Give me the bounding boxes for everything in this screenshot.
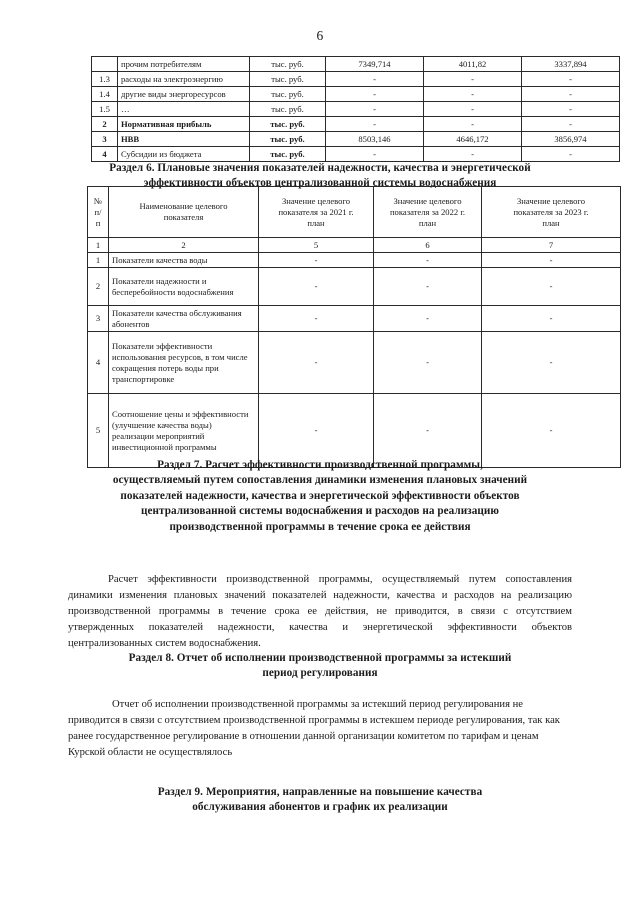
heading-7-line-5: производственной программы в течение срока ее действия — [169, 520, 471, 533]
table-row — [88, 268, 621, 306]
row-unit: тыс. руб. — [250, 57, 326, 72]
row-value-2021: 8503,146 — [326, 132, 424, 147]
row-number: 1 — [88, 253, 109, 268]
heading-6-line-1: Раздел 6. Плановые значения показателей надежности, качества и энергетической — [109, 162, 531, 174]
table-row — [88, 253, 621, 268]
table-row — [92, 102, 620, 117]
row-value-2021: - — [326, 102, 424, 117]
row-number: 4 — [92, 147, 118, 162]
row-number: 4 — [88, 332, 109, 394]
row-number: 1.4 — [92, 87, 118, 102]
row-value-2021: - — [259, 332, 374, 394]
header-name-line1: Наименование целевого — [139, 201, 228, 211]
header-2022-line2: показателя за 2022 г. — [389, 206, 466, 217]
row-unit: тыс. руб. — [250, 102, 326, 117]
heading-8-line-1: Раздел 8. Отчет об исполнении производственной программы за истекший — [128, 652, 512, 664]
row-unit: тыс. руб. — [250, 132, 326, 147]
row-value-2021: - — [259, 253, 374, 268]
header-2023-line1: Значение целевого — [516, 195, 586, 206]
table-row — [92, 132, 620, 147]
header-name-line2: показателя — [163, 212, 204, 222]
cost-table-continuation — [91, 56, 620, 162]
row-number: 1.5 — [92, 102, 118, 117]
row-value-2022: 4646,172 — [424, 132, 522, 147]
row-value-2022: - — [424, 147, 522, 162]
row-unit: тыс. руб. — [250, 87, 326, 102]
row-value-2021: - — [326, 87, 424, 102]
row-value-2022: - — [374, 332, 482, 394]
colnum-2: 2 — [109, 238, 259, 253]
row-value-2022: 4011,82 — [424, 57, 522, 72]
paragraph-section-8: Отчет об исполнении производственной программы за истекший период регулирования не приводится в связи с отсутствием производственной программы в истекшем периоде регулирования, так как ранее государственное регулирование в отношении данной организации комитетом по тарифам и ценам Курской области не осуществлялось — [68, 699, 560, 759]
heading-9-line-1: Раздел 9. Мероприятия, направленные на повышение качества — [157, 786, 483, 798]
heading-9-line-2: обслуживания абонентов и график их реализации — [192, 801, 448, 814]
row-value-2021: 7349,714 — [326, 57, 424, 72]
heading-7-line-1: Раздел 7. Расчет эффективности производственной программы, — [157, 459, 483, 471]
header-num-line1: № — [93, 195, 103, 206]
row-value-2021: - — [326, 117, 424, 132]
row-name: Субсидии из бюджета — [118, 147, 250, 162]
colnum-3: 5 — [259, 238, 374, 253]
page-number: 6 — [316, 28, 324, 43]
table-row — [92, 117, 620, 132]
row-name: НВВ — [118, 132, 250, 147]
header-2021-line3: план — [307, 217, 325, 228]
heading-7-line-4: централизованной системы водоснабжения и расходов на реализацию — [141, 505, 499, 518]
row-value-2023: - — [482, 332, 621, 394]
heading-7-line-2: осуществляемый путем сопоставления динамики изменения плановых значений — [112, 474, 528, 487]
colnum-5: 7 — [482, 238, 621, 253]
row-value-2023: - — [482, 268, 621, 306]
heading-8-line-2: период регулирования — [262, 667, 378, 680]
section-heading-7 — [54, 458, 586, 535]
colnum-4: 6 — [374, 238, 482, 253]
row-value-2021: - — [259, 306, 374, 332]
row-name: Показатели качества воды — [109, 253, 259, 268]
header-cell-2023 — [482, 187, 621, 238]
header-2021-line1: Значение целевого — [281, 195, 351, 206]
paragraph-section-7: Расчет эффективности производственной программы, осуществляемый путем сопоставления динамики изменения плановых значений показателей надежности, качества и расходов на реализацию производственной программы в течение срока ее действия, не приводится, в связи с отсутствием утвержденных показателей надежности, качества и энергетической эффективности объектов централизованных систем водоснабжения. — [68, 574, 572, 650]
row-value-2021: - — [326, 147, 424, 162]
row-name: расходы на электроэнергию — [118, 72, 250, 87]
table-row — [92, 147, 620, 162]
row-value-2023: - — [482, 306, 621, 332]
header-2022-line3: план — [418, 217, 437, 228]
section-heading-9 — [84, 785, 556, 816]
row-value-2022: - — [424, 87, 522, 102]
table-row — [92, 72, 620, 87]
row-value-2023: - — [522, 87, 620, 102]
heading-6-line-2: эффективности объектов централизованной системы водоснабжения — [143, 177, 497, 190]
row-value-2023: 3337,894 — [522, 57, 620, 72]
table-two — [87, 186, 621, 468]
row-value-2022: - — [374, 394, 482, 468]
row-value-2023: - — [522, 72, 620, 87]
row-number — [92, 57, 118, 72]
row-value-2022: - — [374, 253, 482, 268]
row-name: прочим потребителям — [118, 57, 250, 72]
row-value-2023: - — [522, 147, 620, 162]
row-name: Показатели надежности и бесперебойности водоснабжения — [109, 268, 259, 306]
header-cell-2022 — [374, 187, 482, 238]
row-unit: тыс. руб. — [250, 72, 326, 87]
table-header-row — [88, 187, 621, 238]
row-number: 3 — [88, 306, 109, 332]
header-cell-number — [88, 187, 109, 238]
row-value-2021: - — [326, 72, 424, 87]
row-number: 1.3 — [92, 72, 118, 87]
row-value-2022: - — [374, 306, 482, 332]
heading-7-line-3: показателей надежности, качества и энергетической эффективности объектов — [120, 489, 520, 502]
row-value-2021: - — [259, 268, 374, 306]
row-value-2022: - — [424, 72, 522, 87]
header-2021-line2: показателя за 2021 г. — [278, 206, 354, 217]
row-value-2021: - — [259, 394, 374, 468]
row-number: 3 — [92, 132, 118, 147]
colnum-1: 1 — [88, 238, 109, 253]
header-2023-line2: показателя за 2023 г. — [513, 206, 589, 217]
row-name: Показатели эффективности использования ресурсов, в том числе сокращения потерь воды при транспортировке — [109, 332, 259, 394]
table-row — [88, 332, 621, 394]
row-name: Соотношение цены и эффективности (улучшение качества воды) реализации мероприятий инвестиционной программы — [109, 394, 259, 468]
header-num-line3: п — [95, 217, 101, 228]
row-value-2023: - — [482, 394, 621, 468]
header-2023-line3: план — [542, 217, 560, 228]
row-name: … — [118, 102, 250, 117]
header-cell-name — [109, 187, 259, 238]
row-unit: тыс. руб. — [250, 117, 326, 132]
section-heading-8 — [60, 651, 580, 682]
table-row — [88, 306, 621, 332]
row-value-2022: - — [374, 268, 482, 306]
row-value-2022: - — [424, 102, 522, 117]
row-value-2022: - — [424, 117, 522, 132]
table-one — [91, 56, 620, 162]
table-row — [88, 394, 621, 468]
row-name: другие виды энергоресурсов — [118, 87, 250, 102]
header-2022-line1: Значение целевого — [393, 195, 462, 206]
row-unit: тыс. руб. — [250, 147, 326, 162]
row-number: 2 — [92, 117, 118, 132]
table-row — [92, 57, 620, 72]
header-num-line2: п/ — [94, 206, 102, 217]
row-value-2023: - — [522, 102, 620, 117]
row-number: 2 — [88, 268, 109, 306]
row-number: 5 — [88, 394, 109, 468]
target-indicators-table — [87, 186, 620, 468]
row-name: Нормативная прибыль — [118, 117, 250, 132]
row-value-2023: - — [482, 253, 621, 268]
row-value-2023: 3856,974 — [522, 132, 620, 147]
row-name: Показатели качества обслуживания абонентов — [109, 306, 259, 332]
header-cell-2021 — [259, 187, 374, 238]
table-row — [92, 87, 620, 102]
row-value-2023: - — [522, 117, 620, 132]
table-column-number-row — [88, 238, 621, 253]
